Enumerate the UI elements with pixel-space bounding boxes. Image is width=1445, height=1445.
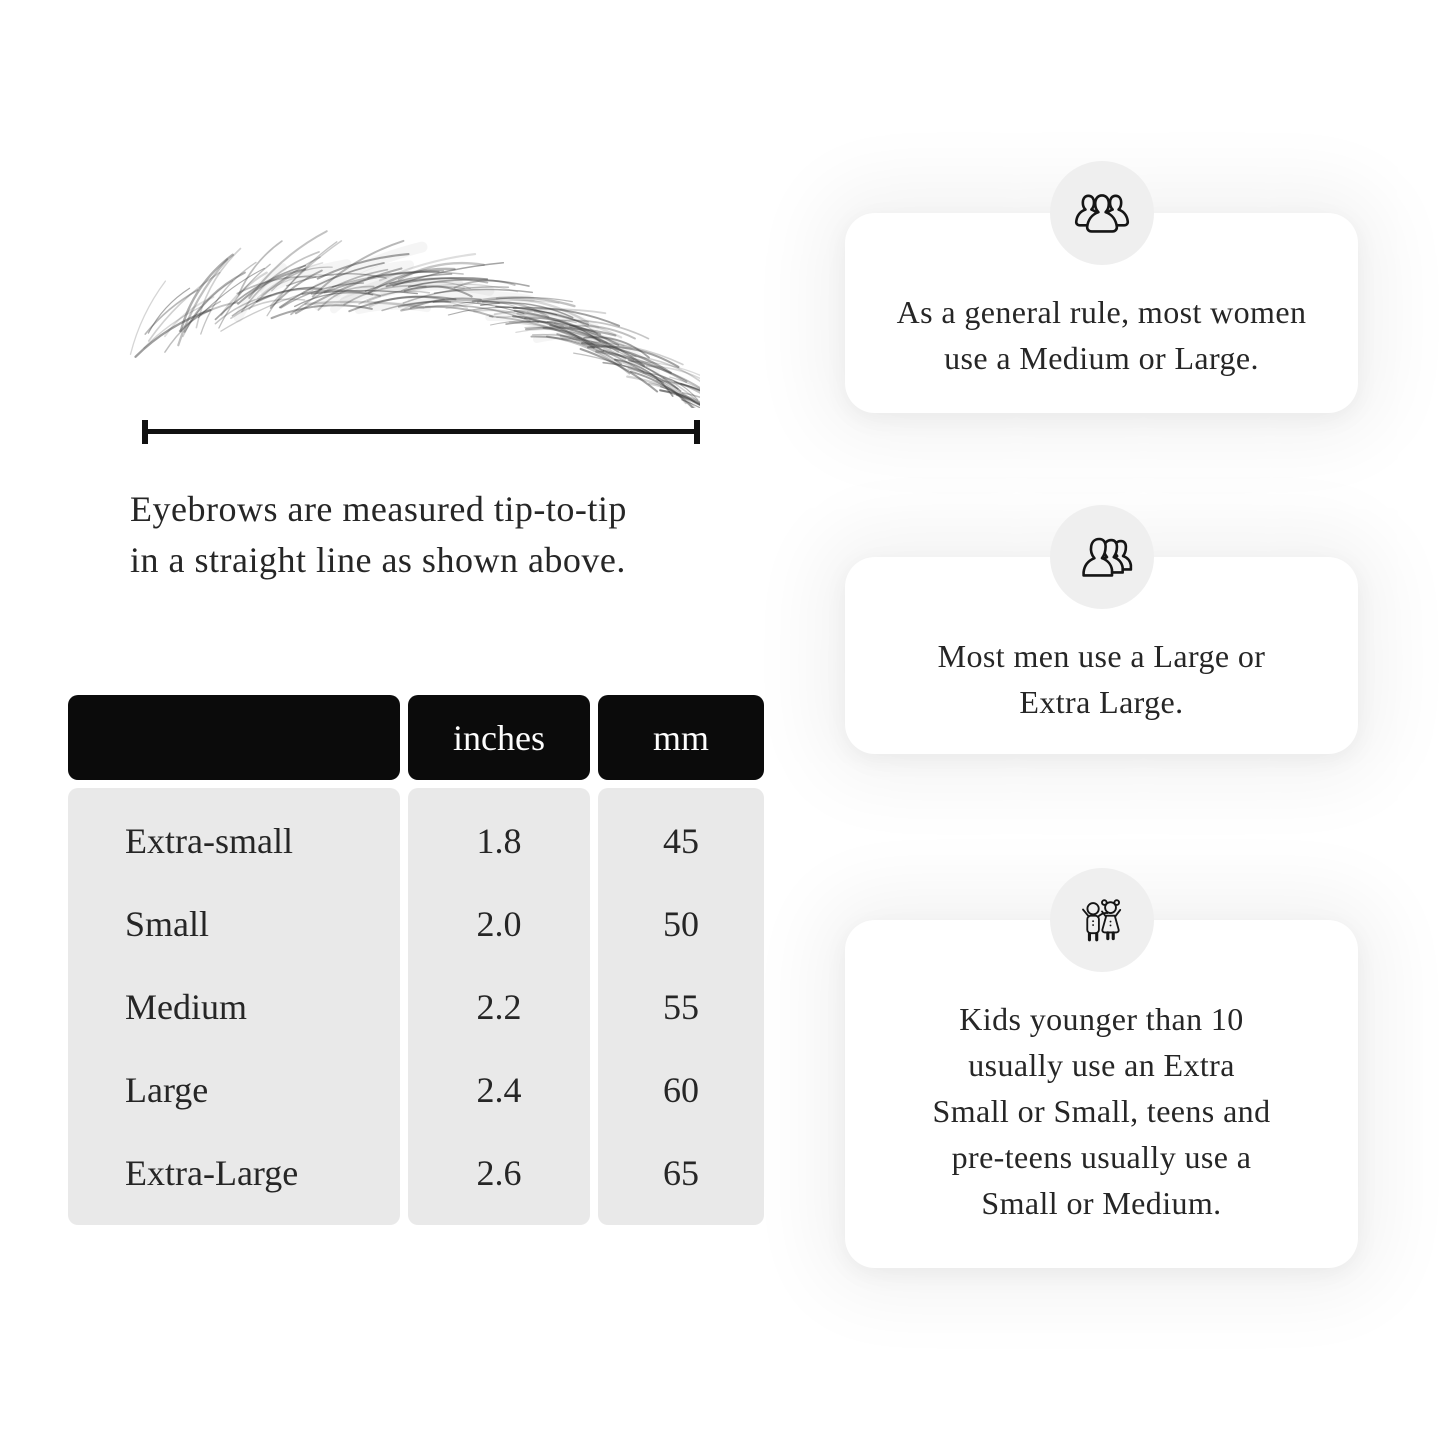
eyebrow-illustration xyxy=(115,228,700,408)
table-row-inches: 2.0 xyxy=(476,903,522,944)
table-row-label: Extra-Large xyxy=(125,1152,299,1193)
men-group-icon xyxy=(1050,505,1154,609)
card-text-kids: Kids younger than 10 usually use an Extra Small or Small, teens and pre-teens usually use a Small or Medium. xyxy=(932,1001,1271,1221)
table-row-label: Medium xyxy=(125,986,247,1027)
table-body-labels xyxy=(68,788,400,1225)
table-body-inches xyxy=(408,788,590,1225)
measurement-caption: Eyebrows are measured tip-to-tip in a straight line as shown above. xyxy=(130,489,627,580)
table-row-label: Large xyxy=(125,1069,209,1110)
table-row-inches: 2.2 xyxy=(476,986,522,1027)
info-card-men xyxy=(845,557,1358,754)
size-table-column-mm xyxy=(598,695,764,1225)
info-card-women xyxy=(845,213,1358,413)
table-row-inches: 2.4 xyxy=(476,1069,522,1110)
size-table-column-labels xyxy=(68,695,400,1225)
table-row-inches: 2.6 xyxy=(476,1152,522,1193)
table-row-mm: 50 xyxy=(663,903,699,944)
measurement-line xyxy=(142,420,700,444)
size-table xyxy=(68,695,764,1225)
table-header-mm: mm xyxy=(598,695,764,780)
women-group-icon xyxy=(1050,161,1154,265)
card-text-men: Most men use a Large or Extra Large. xyxy=(937,638,1266,720)
table-row-label: Small xyxy=(125,903,210,944)
table-row-mm: 55 xyxy=(663,986,699,1027)
table-row-inches: 1.8 xyxy=(476,820,522,861)
table-row-mm: 45 xyxy=(663,820,699,861)
info-card-kids xyxy=(845,920,1358,1268)
table-row-mm: 65 xyxy=(663,1152,699,1193)
card-text-women: As a general rule, most women use a Medium or Large. xyxy=(896,294,1307,376)
kids-icon xyxy=(1050,868,1154,972)
table-row-mm: 60 xyxy=(663,1069,699,1110)
table-body-mm xyxy=(598,788,764,1225)
table-row-label: Extra-small xyxy=(125,820,293,861)
table-header-blank xyxy=(68,695,400,780)
size-table-column-inches xyxy=(408,695,590,1225)
table-header-inches: inches xyxy=(408,695,590,780)
